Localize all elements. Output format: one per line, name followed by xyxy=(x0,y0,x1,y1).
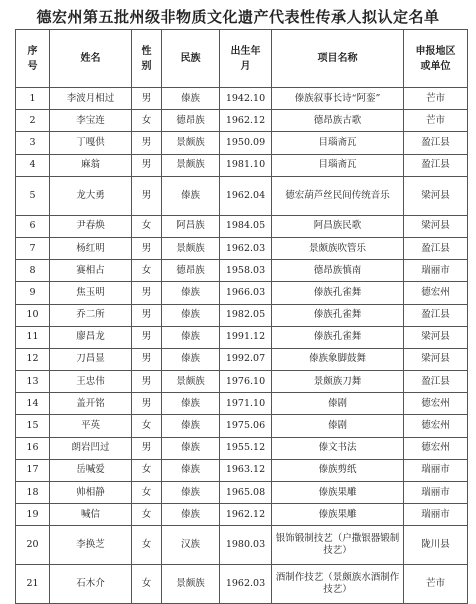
cell-name: 帅相静 xyxy=(50,482,132,504)
header-project: 项目名称 xyxy=(272,30,404,88)
cell-project: 德宏葫芦丝民间传统音乐 xyxy=(272,176,404,215)
table-body xyxy=(16,88,468,604)
cell-ethnicity: 德昂族 xyxy=(162,260,220,282)
header-birth: 出生年 月 xyxy=(220,30,272,88)
cell-number: 8 xyxy=(16,260,50,282)
cell-project: 傣族叙事长诗“阿銮” xyxy=(272,88,404,110)
cell-name: 龙大勇 xyxy=(50,176,132,215)
cell-name: 李宝连 xyxy=(50,110,132,132)
cell-region: 梁河县 xyxy=(404,348,468,370)
cell-project: 傣族孔雀舞 xyxy=(272,326,404,348)
cell-birth: 1942.10 xyxy=(220,88,272,110)
cell-ethnicity: 傣族 xyxy=(162,437,220,459)
cell-ethnicity: 德昂族 xyxy=(162,110,220,132)
cell-region: 德宏州 xyxy=(404,415,468,437)
cell-region: 瑞丽市 xyxy=(404,482,468,504)
cell-number: 5 xyxy=(16,176,50,215)
cell-ethnicity: 汉族 xyxy=(162,526,220,565)
cell-gender: 男 xyxy=(132,393,162,415)
cell-gender: 男 xyxy=(132,88,162,110)
cell-birth: 1962.12 xyxy=(220,504,272,526)
cell-name: 丁嘎供 xyxy=(50,132,132,154)
cell-region: 瑞丽市 xyxy=(404,459,468,481)
cell-birth: 1980.03 xyxy=(220,526,272,565)
cell-name: 石木介 xyxy=(50,565,132,604)
cell-name: 乔二所 xyxy=(50,304,132,326)
table-row xyxy=(16,304,468,326)
cell-name: 麻翁 xyxy=(50,154,132,176)
cell-project: 傣剧 xyxy=(272,415,404,437)
cell-ethnicity: 傣族 xyxy=(162,459,220,481)
cell-birth: 1963.12 xyxy=(220,459,272,481)
cell-ethnicity: 傣族 xyxy=(162,326,220,348)
cell-ethnicity: 傣族 xyxy=(162,88,220,110)
cell-gender: 女 xyxy=(132,504,162,526)
table-row xyxy=(16,282,468,304)
table-row xyxy=(16,260,468,282)
cell-region: 德宏州 xyxy=(404,437,468,459)
cell-birth: 1981.10 xyxy=(220,154,272,176)
cell-number: 15 xyxy=(16,415,50,437)
cell-name: 李波月相过 xyxy=(50,88,132,110)
cell-region: 盈江县 xyxy=(404,371,468,393)
cell-number: 2 xyxy=(16,110,50,132)
cell-gender: 男 xyxy=(132,304,162,326)
cell-gender: 女 xyxy=(132,260,162,282)
cell-birth: 1982.05 xyxy=(220,304,272,326)
cell-gender: 女 xyxy=(132,110,162,132)
cell-number: 16 xyxy=(16,437,50,459)
cell-birth: 1962.12 xyxy=(220,110,272,132)
table-row xyxy=(16,154,468,176)
cell-project: 阿昌族民歌 xyxy=(272,215,404,237)
table-row xyxy=(16,326,468,348)
cell-birth: 1975.06 xyxy=(220,415,272,437)
cell-name: 杨红明 xyxy=(50,237,132,259)
cell-number: 21 xyxy=(16,565,50,604)
table-row xyxy=(16,504,468,526)
table-row xyxy=(16,482,468,504)
cell-ethnicity: 景颇族 xyxy=(162,565,220,604)
table-row xyxy=(16,348,468,370)
cell-ethnicity: 傣族 xyxy=(162,282,220,304)
cell-region: 德宏州 xyxy=(404,393,468,415)
cell-number: 18 xyxy=(16,482,50,504)
header-number: 序 号 xyxy=(16,30,50,88)
cell-gender: 男 xyxy=(132,326,162,348)
cell-gender: 男 xyxy=(132,282,162,304)
cell-gender: 女 xyxy=(132,526,162,565)
cell-gender: 男 xyxy=(132,154,162,176)
cell-ethnicity: 傣族 xyxy=(162,482,220,504)
cell-ethnicity: 景颇族 xyxy=(162,132,220,154)
header-region: 申报地区 或单位 xyxy=(404,30,468,88)
cell-name: 刀昌显 xyxy=(50,348,132,370)
cell-number: 19 xyxy=(16,504,50,526)
cell-region: 梁河县 xyxy=(404,215,468,237)
table-row xyxy=(16,437,468,459)
cell-birth: 1955.12 xyxy=(220,437,272,459)
table-row xyxy=(16,393,468,415)
cell-gender: 男 xyxy=(132,176,162,215)
cell-number: 14 xyxy=(16,393,50,415)
cell-project: 目瑙斋瓦 xyxy=(272,154,404,176)
cell-region: 盈江县 xyxy=(404,132,468,154)
cell-name: 焦玉明 xyxy=(50,282,132,304)
cell-project: 傣族果雕 xyxy=(272,504,404,526)
cell-region: 瑞丽市 xyxy=(404,260,468,282)
cell-region: 芒市 xyxy=(404,110,468,132)
cell-number: 17 xyxy=(16,459,50,481)
cell-birth: 1966.03 xyxy=(220,282,272,304)
cell-ethnicity: 傣族 xyxy=(162,304,220,326)
cell-birth: 1962.03 xyxy=(220,565,272,604)
cell-project: 傣族孔雀舞 xyxy=(272,282,404,304)
table-row xyxy=(16,88,468,110)
cell-name: 王忠伟 xyxy=(50,371,132,393)
header-ethnicity: 民族 xyxy=(162,30,220,88)
cell-birth: 1976.10 xyxy=(220,371,272,393)
cell-birth: 1958.03 xyxy=(220,260,272,282)
cell-gender: 男 xyxy=(132,437,162,459)
cell-number: 12 xyxy=(16,348,50,370)
cell-region: 盈江县 xyxy=(404,304,468,326)
cell-project: 德昂族慎南 xyxy=(272,260,404,282)
table-row xyxy=(16,176,468,215)
cell-number: 1 xyxy=(16,88,50,110)
cell-gender: 男 xyxy=(132,348,162,370)
cell-birth: 1991.12 xyxy=(220,326,272,348)
cell-number: 7 xyxy=(16,237,50,259)
table-row xyxy=(16,565,468,604)
cell-gender: 女 xyxy=(132,415,162,437)
table-row xyxy=(16,215,468,237)
cell-gender: 女 xyxy=(132,565,162,604)
cell-birth: 1965.08 xyxy=(220,482,272,504)
cell-region: 芒市 xyxy=(404,565,468,604)
cell-project: 酒制作技艺（景颇族水酒制作技艺） xyxy=(272,565,404,604)
cell-project: 银饰锻制技艺（户撒银器锻制技艺） xyxy=(272,526,404,565)
cell-birth: 1984.05 xyxy=(220,215,272,237)
cell-number: 20 xyxy=(16,526,50,565)
cell-project: 傣族果雕 xyxy=(272,482,404,504)
cell-ethnicity: 景颇族 xyxy=(162,237,220,259)
cell-ethnicity: 傣族 xyxy=(162,348,220,370)
cell-gender: 女 xyxy=(132,459,162,481)
cell-ethnicity: 傣族 xyxy=(162,415,220,437)
cell-number: 11 xyxy=(16,326,50,348)
cell-project: 傣文书法 xyxy=(272,437,404,459)
cell-project: 景颇族刀舞 xyxy=(272,371,404,393)
cell-name: 盖开铭 xyxy=(50,393,132,415)
cell-birth: 1992.07 xyxy=(220,348,272,370)
cell-number: 9 xyxy=(16,282,50,304)
cell-region: 盈江县 xyxy=(404,237,468,259)
cell-ethnicity: 傣族 xyxy=(162,176,220,215)
cell-number: 3 xyxy=(16,132,50,154)
cell-birth: 1962.04 xyxy=(220,176,272,215)
cell-region: 梁河县 xyxy=(404,326,468,348)
cell-region: 盈江县 xyxy=(404,154,468,176)
table-row xyxy=(16,371,468,393)
cell-gender: 男 xyxy=(132,132,162,154)
cell-region: 德宏州 xyxy=(404,282,468,304)
cell-project: 目瑙斋瓦 xyxy=(272,132,404,154)
cell-project: 傣族象脚鼓舞 xyxy=(272,348,404,370)
header-gender: 性 别 xyxy=(132,30,162,88)
table-row xyxy=(16,459,468,481)
table-row xyxy=(16,415,468,437)
cell-gender: 男 xyxy=(132,371,162,393)
cell-name: 朗岩凹过 xyxy=(50,437,132,459)
cell-ethnicity: 傣族 xyxy=(162,393,220,415)
cell-region: 瑞丽市 xyxy=(404,504,468,526)
cell-project: 傣剧 xyxy=(272,393,404,415)
cell-birth: 1971.10 xyxy=(220,393,272,415)
cell-name: 李换芝 xyxy=(50,526,132,565)
cell-name: 廖昌龙 xyxy=(50,326,132,348)
cell-number: 6 xyxy=(16,215,50,237)
cell-name: 尹春焕 xyxy=(50,215,132,237)
cell-number: 13 xyxy=(16,371,50,393)
table-row xyxy=(16,526,468,565)
cell-gender: 男 xyxy=(132,237,162,259)
cell-birth: 1962.03 xyxy=(220,237,272,259)
cell-name: 喊信 xyxy=(50,504,132,526)
cell-region: 芒市 xyxy=(404,88,468,110)
table-header-row xyxy=(16,30,468,88)
cell-region: 梁河县 xyxy=(404,176,468,215)
document-title: 德宏州第五批州级非物质文化遗产代表性传承人拟认定名单 xyxy=(36,8,440,26)
inheritor-table xyxy=(15,29,468,604)
cell-name: 平英 xyxy=(50,415,132,437)
header-name: 姓名 xyxy=(50,30,132,88)
cell-gender: 女 xyxy=(132,215,162,237)
cell-project: 傣族剪纸 xyxy=(272,459,404,481)
cell-birth: 1950.09 xyxy=(220,132,272,154)
cell-project: 景颇族吹管乐 xyxy=(272,237,404,259)
cell-project: 德昂族古歌 xyxy=(272,110,404,132)
table-row xyxy=(16,237,468,259)
cell-ethnicity: 景颇族 xyxy=(162,371,220,393)
cell-name: 赛相占 xyxy=(50,260,132,282)
cell-ethnicity: 傣族 xyxy=(162,504,220,526)
table-row xyxy=(16,132,468,154)
cell-gender: 女 xyxy=(132,482,162,504)
cell-region: 陇川县 xyxy=(404,526,468,565)
cell-number: 4 xyxy=(16,154,50,176)
cell-ethnicity: 景颇族 xyxy=(162,154,220,176)
cell-project: 傣族孔雀舞 xyxy=(272,304,404,326)
cell-number: 10 xyxy=(16,304,50,326)
cell-name: 岳喊爱 xyxy=(50,459,132,481)
cell-ethnicity: 阿昌族 xyxy=(162,215,220,237)
table-row xyxy=(16,110,468,132)
